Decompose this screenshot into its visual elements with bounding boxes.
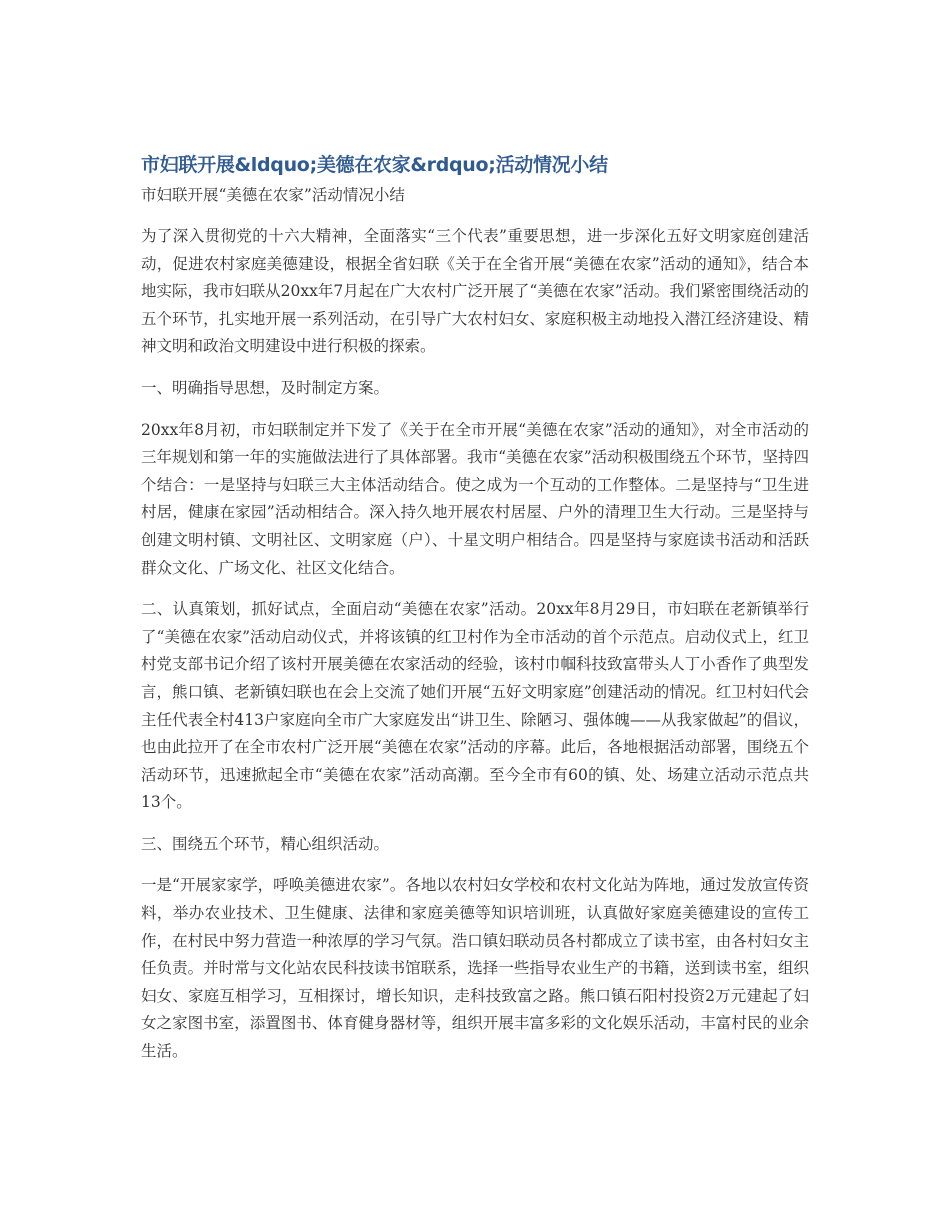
document-subtitle: 市妇联开展“美德在农家”活动情况小结 bbox=[141, 186, 405, 204]
paragraph-section-2: 二、认真策划，抓好试点，全面启动“美德在农家”活动。20xx年8月29日，市妇联在老新镇举行了“美德在农家”活动启动仪式，并将该镇的红卫村作为全市活动的首个示范点。启动仪式上，红卫村党支部书记介绍了该村开展美德在农家活动的经验，该村巾帼科技致富带头人丁小香作了典型发言，熊口镇、老新镇妇联也在会上交流了她们开展“五好文明家庭”创建活动的情况。红卫村妇代会主任代表全村413户家庭向全市广大家庭发出“讲卫生、除陋习、强体魄——从我家做起”的倡议，也由此拉开了在全市农村广泛开展“美德在农家”活动的序幕。此后，各地根据活动部署，围绕五个活动环节，迅速掀起全市“美德在农家”活动高潮。至今全市有60的镇、处、场建立活动示范点共13个。 bbox=[141, 600, 809, 812]
paragraph-section-3: 一是“开展家家学，呼唤美德进农家”。各地以农村妇女学校和农村文化站为阵地，通过发放宣传资料，举办农业技术、卫生健康、法律和家庭美德等知识培训班，认真做好家庭美德建设的宣传工作，在村民中努力营造一种浓厚的学习气氛。浩口镇妇联动员各村都成立了读书室，由各村妇女主任负责。并时常与文化站农民科技读书馆联系，选择一些指导农业生产的书籍，送到读书室，组织妇女、家庭互相学习，互相探讨，增长知识，走科技致富之路。熊口镇石阳村投资2万元建起了妇女之家图书室，添置图书、体育健身器材等，组织开展丰富多彩的文化娱乐活动，丰富村民的业余生活。 bbox=[141, 876, 809, 1061]
document-page bbox=[141, 148, 809, 1080]
document-title: 市妇联开展&ldquo;美德在农家&rdquo;活动情况小结 bbox=[141, 154, 608, 176]
paragraph-intro: 为了深入贯彻党的十六大精神，全面落实“三个代表”重要思想，进一步深化五好文明家庭创建活动，促进农村家庭美德建设，根据全省妇联《关于在全省开展“美德在农家”活动的通知》，结合本地实际，我市妇联从20xx年7月起在广大农村广泛开展了“美德在农家”活动。我们紧密围绕活动的五个环节，扎实地开展一系列活动，在引导广大农村妇女、家庭积极主动地投入潜江经济建设、精神文明和政治文明建设中进行积极的探索。 bbox=[141, 227, 809, 356]
paragraph-section-1: 20xx年8月初，市妇联制定并下发了《关于在全市开展“美德在农家”活动的通知》，对全市活动的三年规划和第一年的实施做法进行了具体部署。我市“美德在农家”活动积极围绕五个环节，坚持四个结合：一是坚持与妇联三大主体活动结合。使之成为一个互动的工作整体。二是坚持与“卫生进村居，健康在家园”活动相结合。深入持久地开展农村居屋、户外的清理卫生大行动。三是坚持与创建文明村镇、文明社区、文明家庭（户）、十星文明户相结合。四是坚持与家庭读书活动和活跃群众文化、广场文化、社区文化结合。 bbox=[141, 420, 809, 577]
section-heading-1: 一、明确指导思想，及时制定方案。 bbox=[141, 378, 390, 397]
section-heading-3: 三、围绕五个环节，精心组织活动。 bbox=[141, 834, 390, 853]
